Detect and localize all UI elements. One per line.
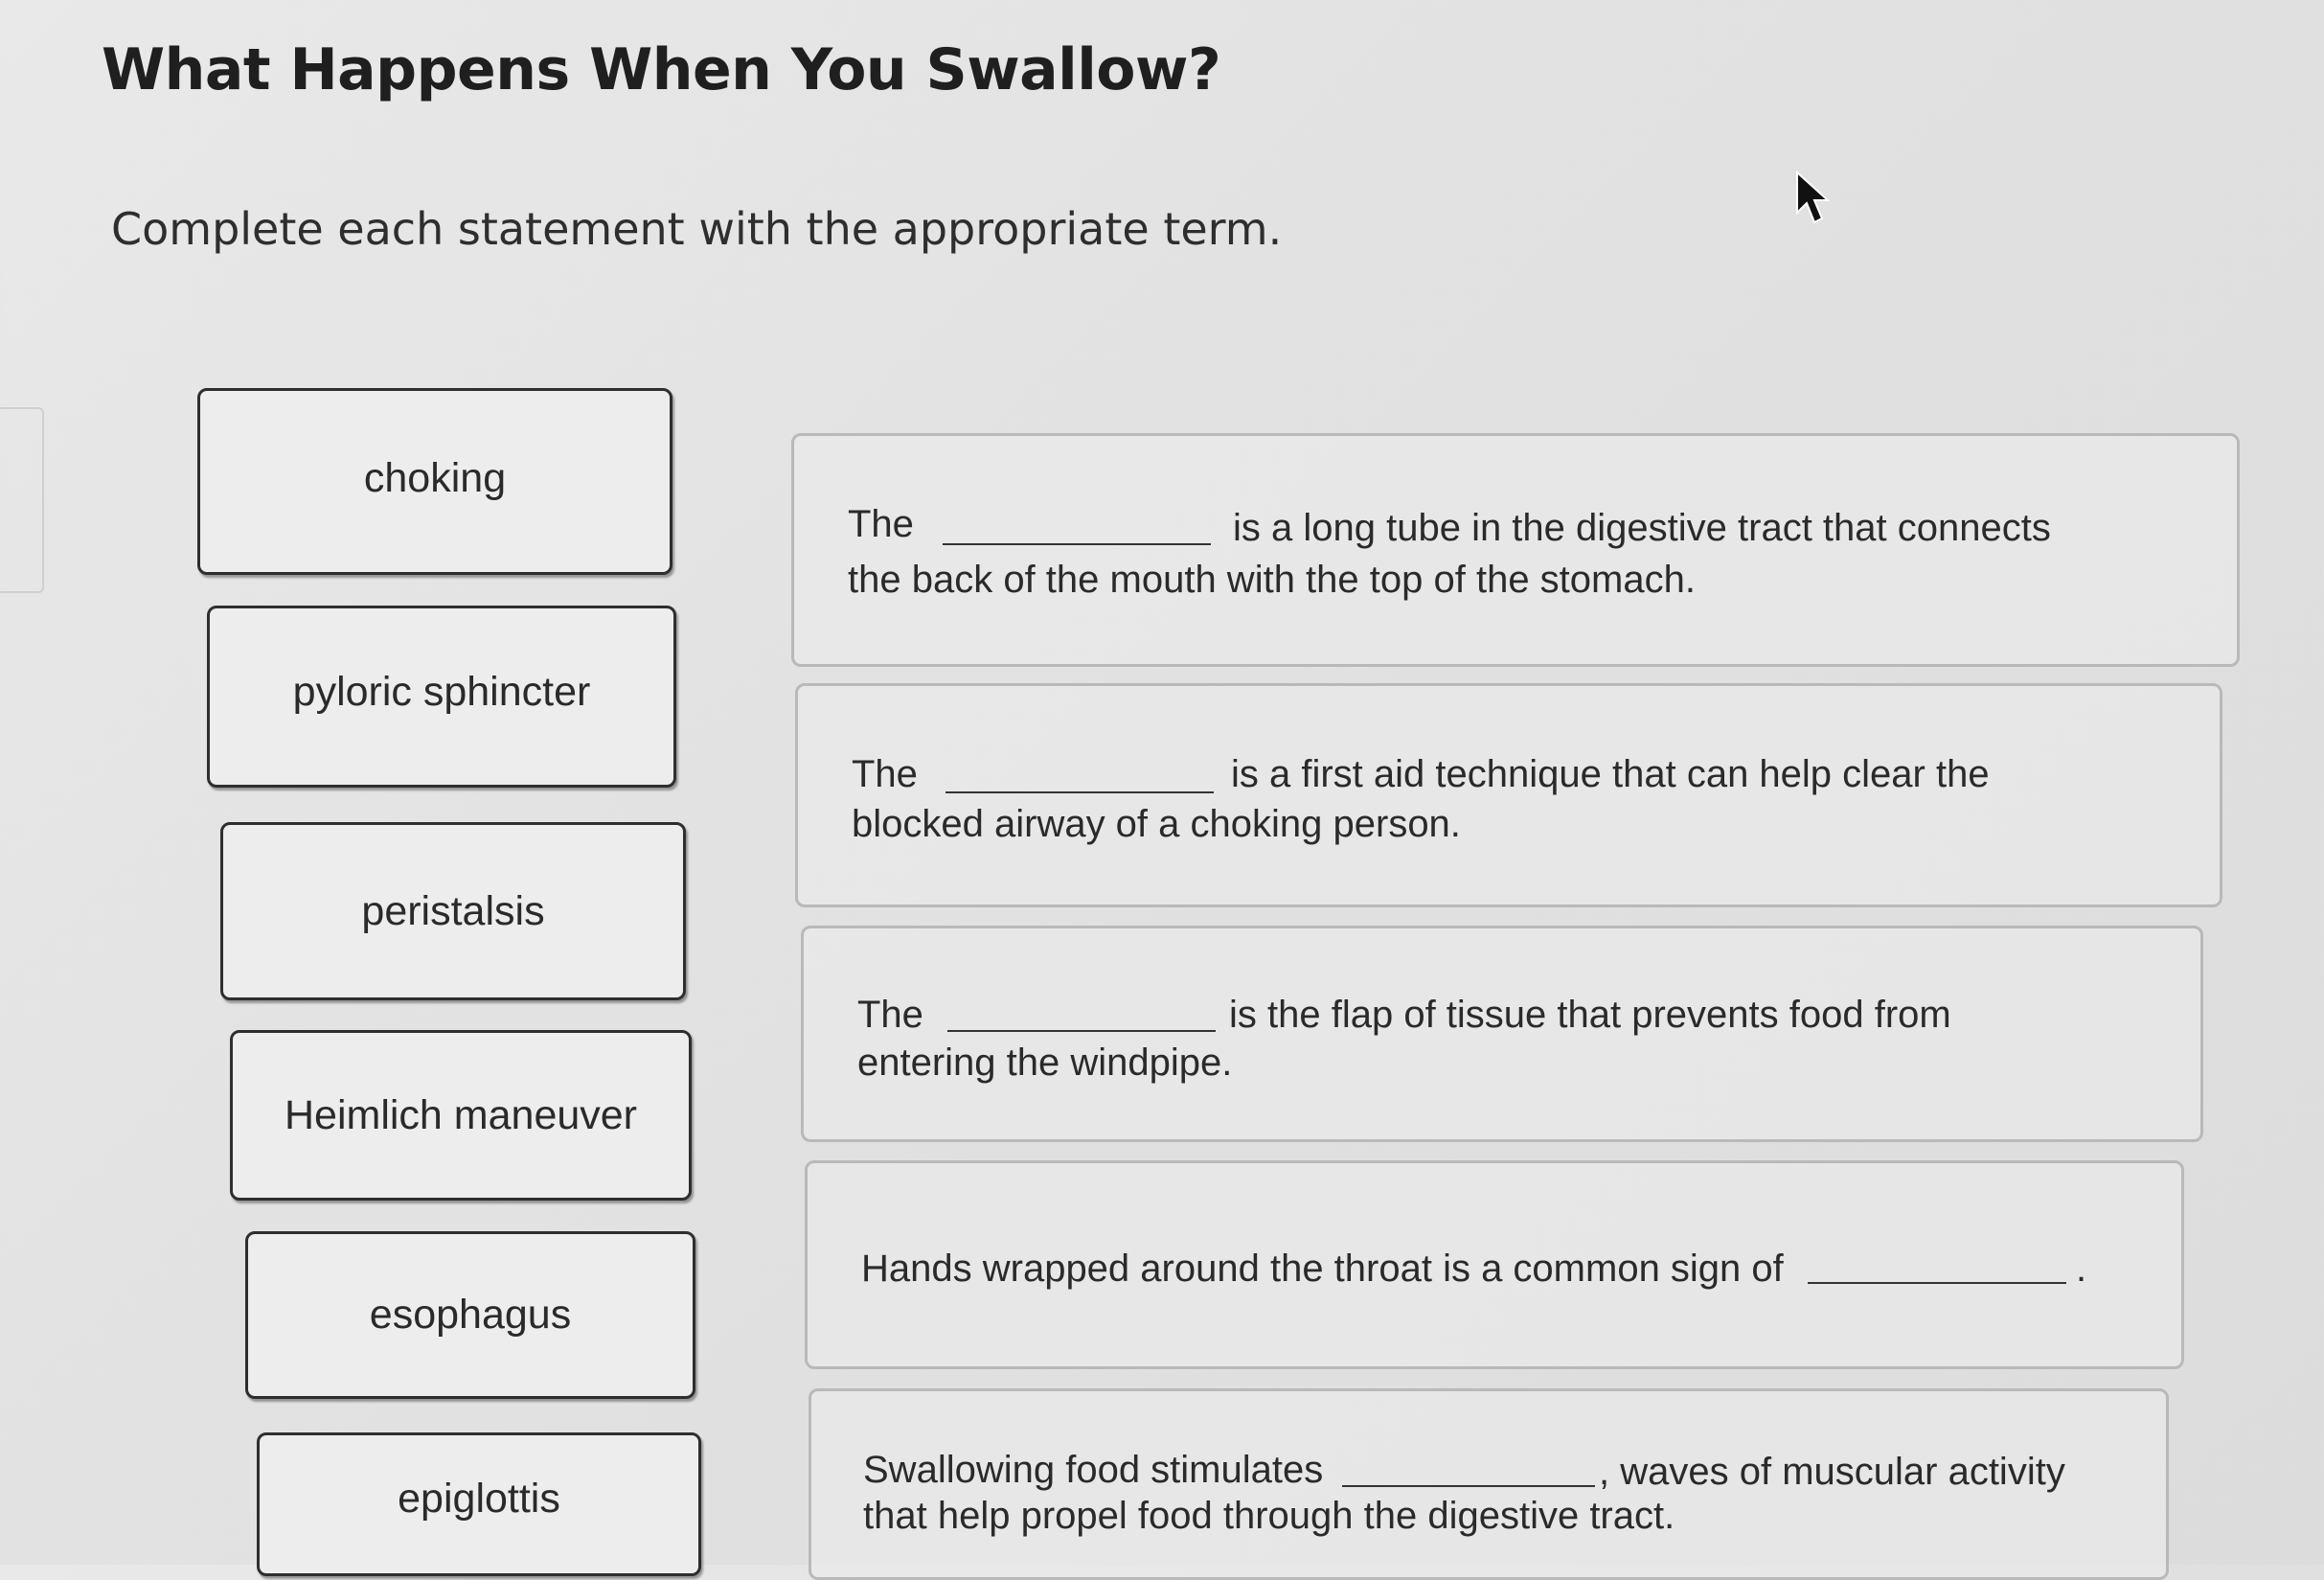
answer-blank[interactable]: [1342, 1485, 1595, 1487]
mouse-pointer-icon: [1793, 171, 1832, 228]
answer-blank[interactable]: [946, 791, 1214, 793]
statement-box-4: [805, 1160, 2184, 1369]
left-edge-panel: [0, 407, 44, 593]
statement-text-after: .: [2076, 1248, 2087, 1290]
term-card-choking[interactable]: [197, 388, 672, 575]
statement-text-before: The: [852, 753, 918, 795]
statement-box-5: [809, 1388, 2169, 1580]
statement-text-after: is a long tube in the digestive tract that connects: [1233, 507, 2051, 549]
term-card-esophagus[interactable]: [245, 1231, 695, 1399]
statement-box-1: [791, 433, 2240, 667]
term-label: peristalsis: [361, 887, 545, 934]
statement-text-after: is the flap of tissue that prevents food from: [1229, 994, 1951, 1036]
term-label: esophagus: [369, 1292, 572, 1338]
statement-text-line2: blocked airway of a choking person.: [852, 803, 1461, 845]
term-label: pyloric sphincter: [292, 668, 591, 715]
term-card-epiglottis[interactable]: [257, 1432, 701, 1576]
statement-text-line2: entering the windpipe.: [857, 1042, 1233, 1084]
statement-text-after: is a first aid technique that can help clear the: [1231, 753, 1990, 795]
statement-text-before: The: [848, 503, 914, 545]
page-title: What Happens When You Swallow?: [102, 36, 1221, 103]
answer-blank[interactable]: [1808, 1282, 2066, 1284]
statement-text-before: The: [857, 994, 923, 1036]
statement-text-after: , waves of muscular activity: [1599, 1451, 2065, 1493]
statement-text-line2: that help propel food through the digestive tract.: [863, 1495, 1675, 1537]
term-card-pyloric-sphincter[interactable]: [207, 606, 676, 788]
statement-text-before: Swallowing food stimulates: [863, 1449, 1324, 1491]
instructions-text: Complete each statement with the appropriate term.: [111, 203, 1283, 255]
statement-text-before: Hands wrapped around the throat is a common sign of: [861, 1248, 1784, 1290]
term-card-peristalsis[interactable]: [220, 822, 686, 1000]
statement-box-2: [795, 683, 2222, 907]
term-label: choking: [363, 455, 507, 501]
statement-text-line2: the back of the mouth with the top of the stomach.: [848, 559, 1696, 601]
statement-box-3: [801, 926, 2203, 1142]
term-card-heimlich-maneuver[interactable]: [230, 1030, 692, 1201]
term-label: epiglottis: [398, 1475, 560, 1522]
answer-blank[interactable]: [947, 1030, 1216, 1032]
term-label: Heimlich maneuver: [284, 1091, 638, 1138]
answer-blank[interactable]: [943, 543, 1211, 545]
